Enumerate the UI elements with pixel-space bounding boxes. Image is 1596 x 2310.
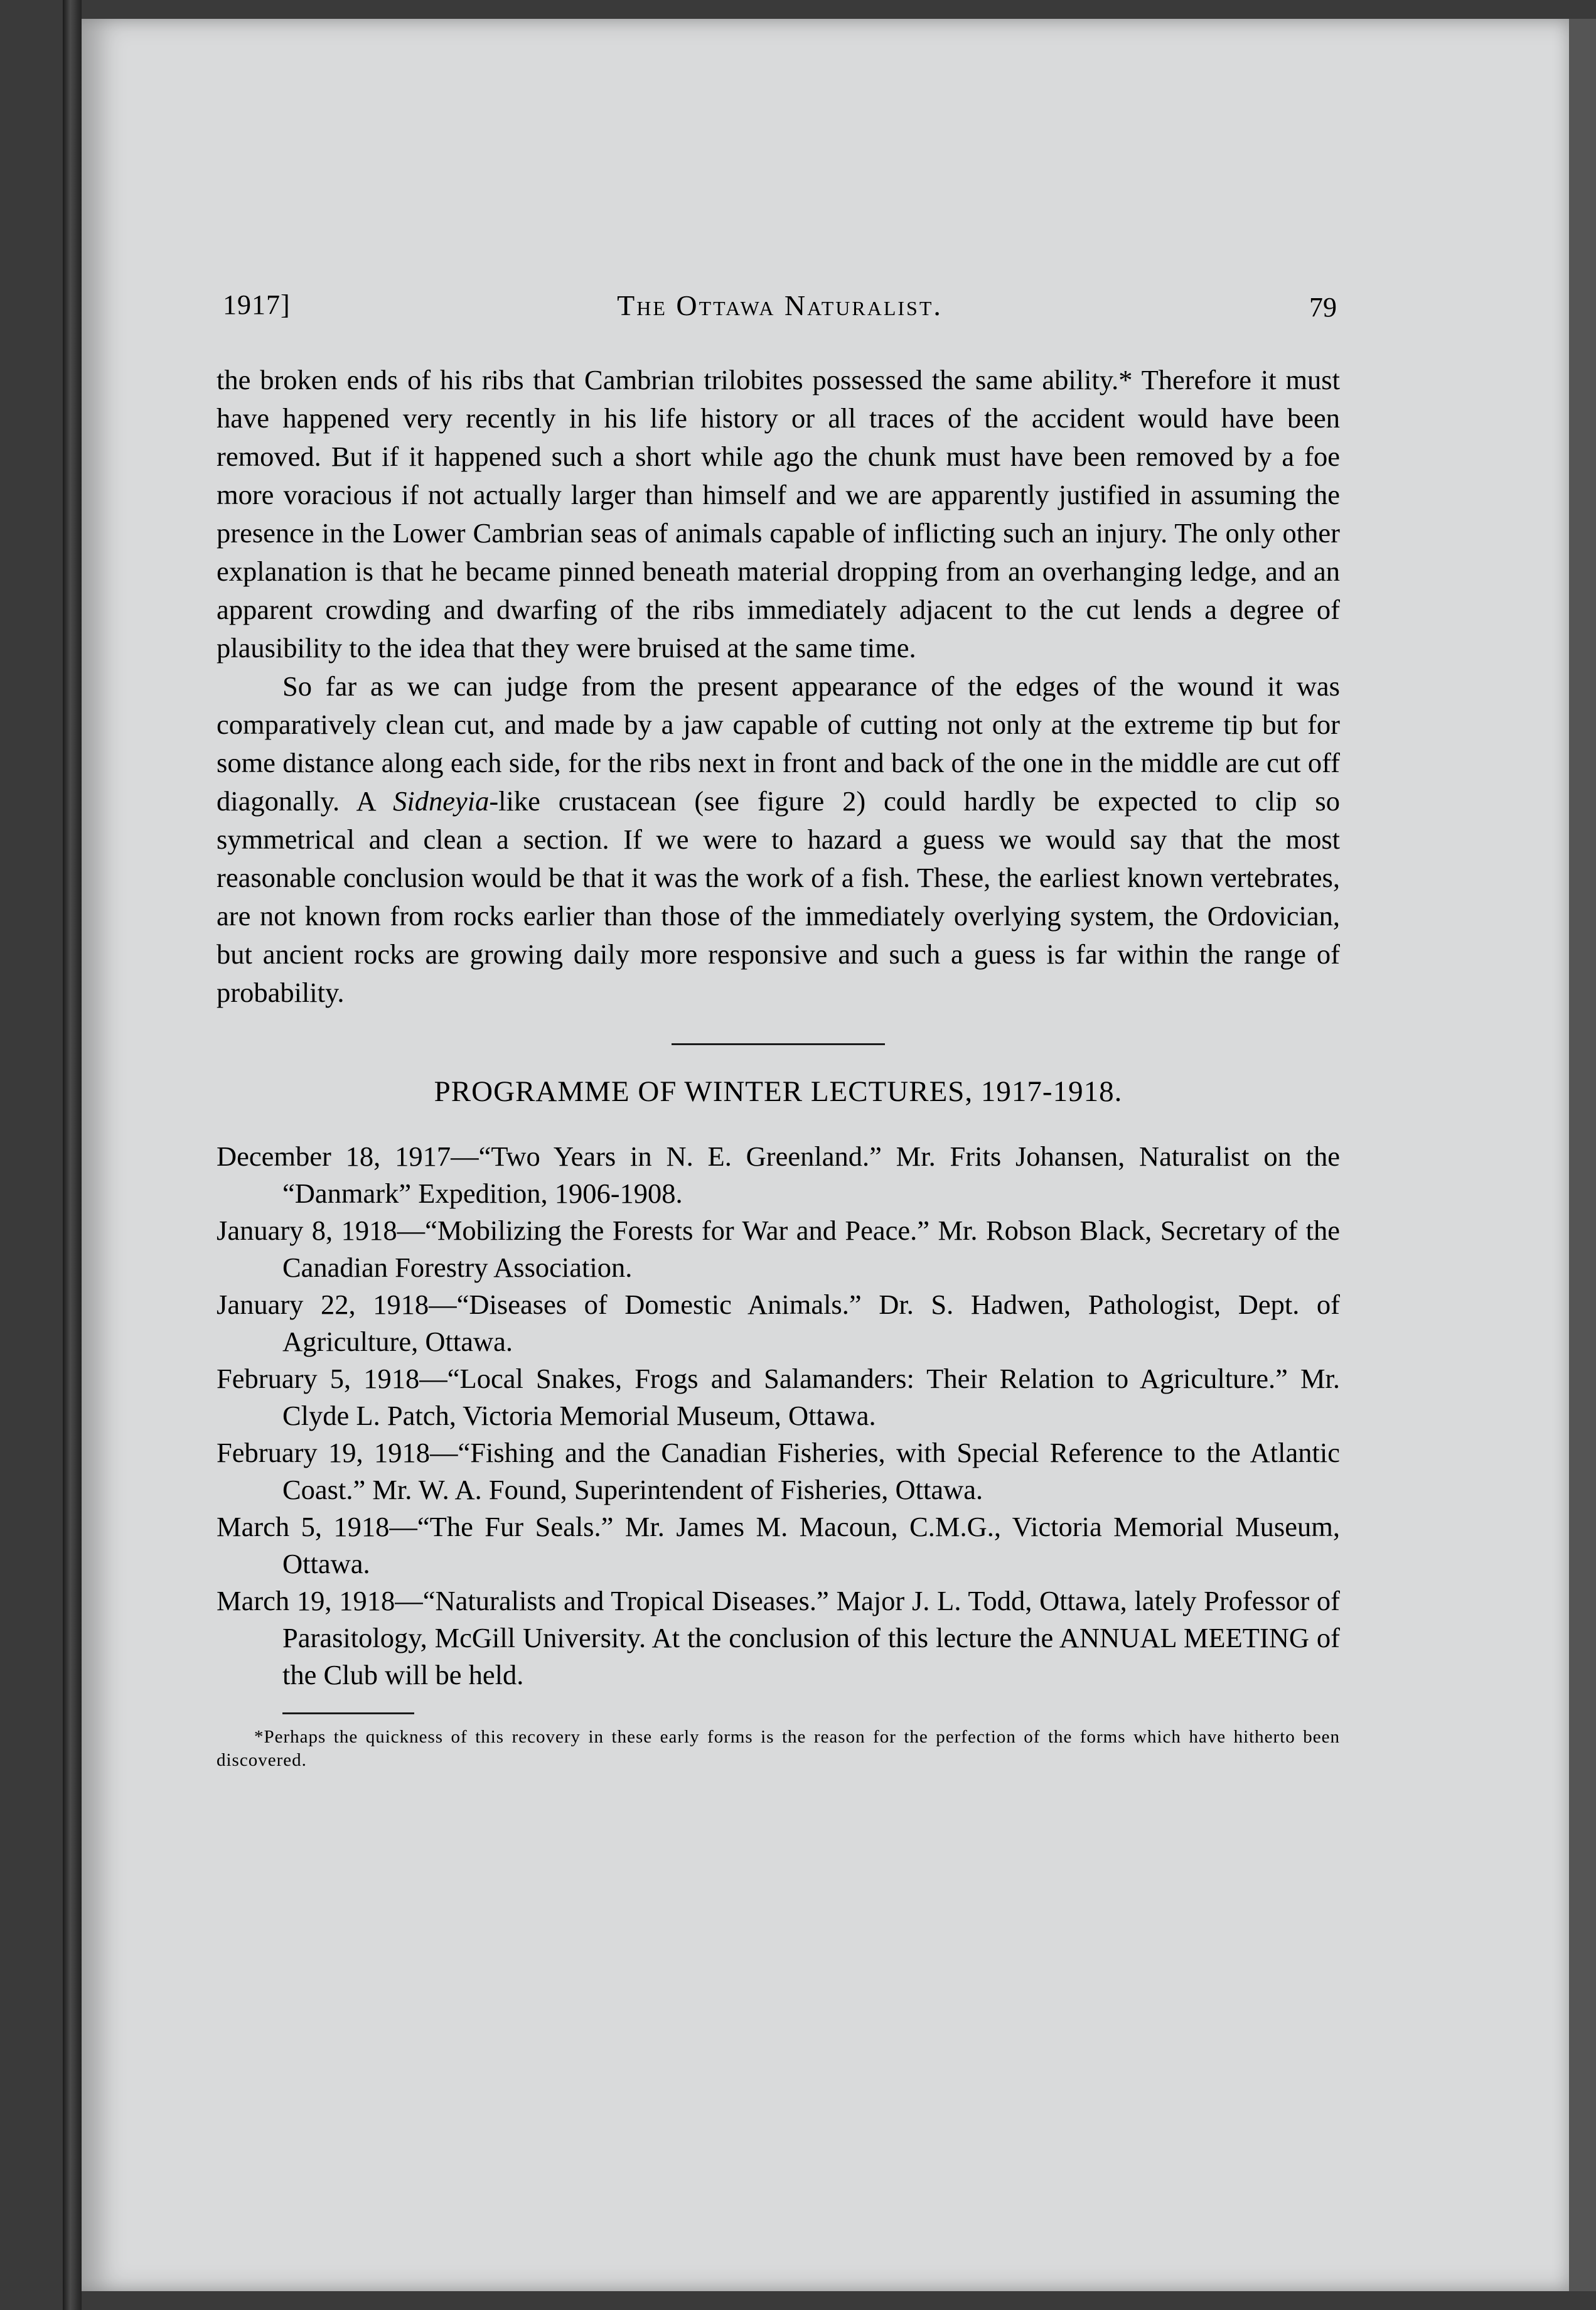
lecture-entry: February 5, 1918—“Local Snakes, Frogs and Salamanders: Their Relation to Agriculture.” Mr. Clyde L. Patch, Victoria Memorial Museum, Ottawa. <box>217 1363 1340 1431</box>
footnote: *Perhaps the quickness of this recovery in these early forms is the reason for the perfection of the forms which have hitherto been discovered. <box>217 1727 1340 1770</box>
running-head-year: 1917] <box>223 289 291 320</box>
lecture-entry: December 18, 1917—“Two Years in N. E. Greenland.” Mr. Frits Johansen, Naturalist on the “Danmark” Expedition, 1906-1908. <box>217 1141 1340 1209</box>
running-head-journal-title: The Ottawa Naturalist. <box>617 289 943 321</box>
programme-title: PROGRAMME OF WINTER LECTURES, 1917-1918. <box>434 1075 1123 1108</box>
genus-name-italic: Sidneyia <box>393 785 490 817</box>
lecture-entry: March 19, 1918—“Naturalists and Tropical Diseases.” Major J. L. Todd, Ottawa, lately Professor of Parasitology, McGill University. At the conclusion of this lecture the ANNUAL MEETING of the Club will be held. <box>217 1585 1340 1690</box>
paragraph-text-before-italic: So far as we can judge from the present appearance of the edges of the wound it was comparatively clean cut, and made by a jaw capable of cutting not only at the extreme tip but for some distance along each side, for the ribs next in front and back of the one in the middle are cut off diagonally. A <box>217 670 1340 817</box>
page-body <box>217 361 1340 1772</box>
lecture-entry: February 19, 1918—“Fishing and the Canadian Fisheries, with Special Reference to the Atlantic Coast.” Mr. W. A. Found, Superintendent of Fisheries, Ottawa. <box>217 1437 1340 1505</box>
section-divider-rule <box>672 1043 885 1045</box>
lecture-entry: January 8, 1918—“Mobilizing the Forests for War and Peace.” Mr. Robson Black, Secretary of the Canadian Forestry Association. <box>217 1215 1340 1283</box>
lecture-entry: January 22, 1918—“Diseases of Domestic Animals.” Dr. S. Hadwen, Pathologist, Dept. of Agriculture, Ottawa. <box>217 1289 1340 1357</box>
footnote-rule <box>282 1712 414 1714</box>
page-edge-shadow <box>1569 19 1596 2291</box>
page-number: 79 <box>1309 292 1337 323</box>
book-binding-edge <box>63 0 82 2310</box>
paragraph-wound-analysis <box>217 667 1340 1012</box>
lecture-entry: March 5, 1918—“The Fur Seals.” Mr. James M. Macoun, C.M.G., Victoria Memorial Museum, Ottawa. <box>217 1511 1340 1579</box>
paragraph-continued: the broken ends of his ribs that Cambrian trilobites possessed the same ability.* Therefore it must have happened very recently in his life history or all traces of the accident would have been removed. But if it happened such a short while ago the chunk must have been removed by a foe more voracious if not actually larger than himself and we are apparently justified in assuming the presence in the Lower Cambrian seas of animals capable of inflicting such an injury. The only other explanation is that he became pinned beneath material dropping from an overhanging ledge, and an apparent crowding and dwarfing of the ribs immediately adjacent to the cut lends a degree of plausibility to the idea that they were bruised at the same time. <box>217 364 1340 663</box>
running-head <box>223 289 1337 339</box>
paragraph-text-after-italic: -like crustacean (see figure 2) could hardly be expected to clip so symmetrical and clean a section. If we were to hazard a guess we would say that the most reasonable conclusion would be that it was the work of a fish. These, the earliest known vertebrates, are not known from rocks earlier than those of the immediately overlying system, the Ordovician, but ancient rocks are growing daily more responsive and such a guess is far within the range of probability. <box>217 785 1340 1008</box>
